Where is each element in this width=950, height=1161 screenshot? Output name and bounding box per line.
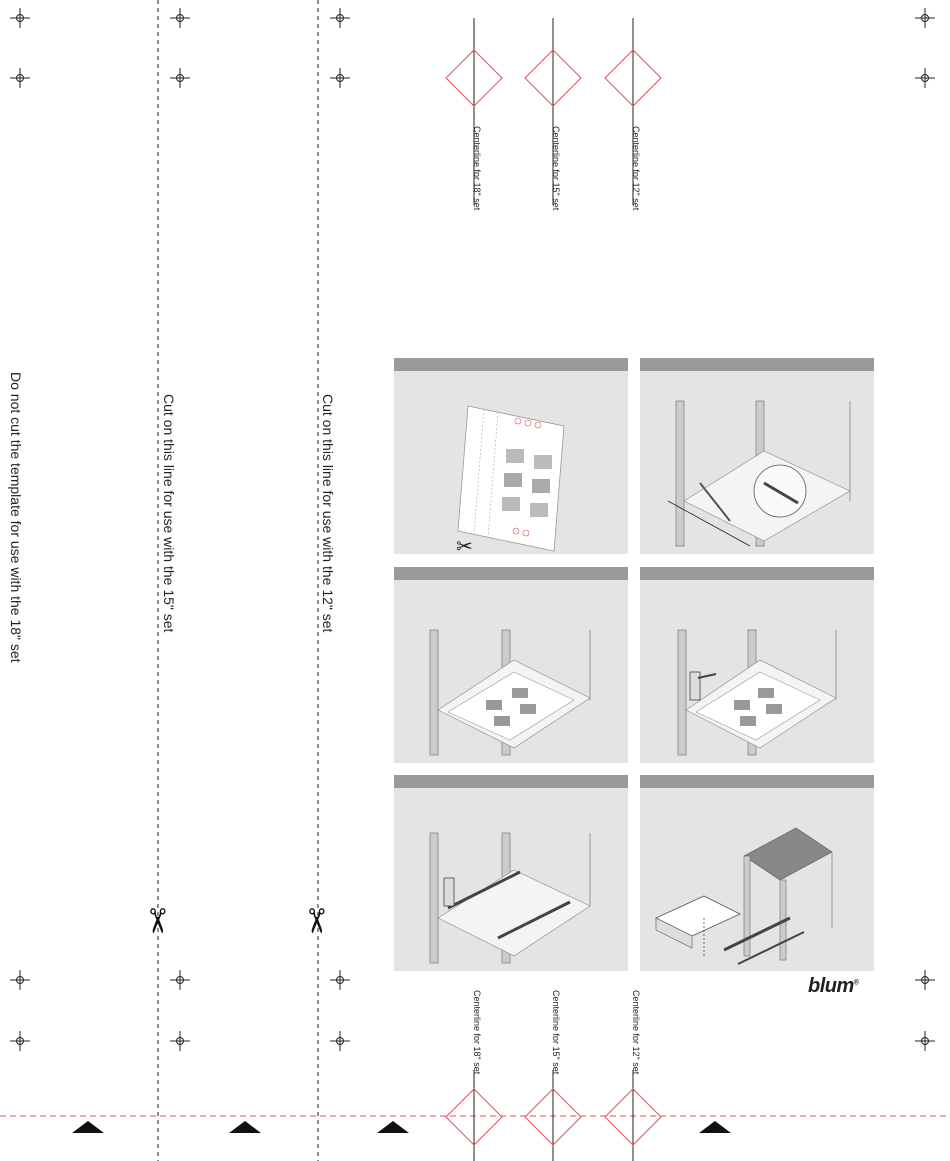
cabinet-measure-illustration <box>640 371 874 554</box>
cut-15-label: Cut on this line for use with the 15" set <box>161 394 177 633</box>
scissors-icon: ✂ <box>136 906 177 936</box>
arrow-up-icon <box>229 1121 261 1133</box>
centerline-label-18-bottom: Centerline for 18" set <box>472 990 482 1075</box>
centerline-label-12-top: Centerline for 12" set <box>631 126 641 211</box>
illustration-step-2 <box>640 358 874 554</box>
panel-header-bar <box>394 567 628 580</box>
centerline-label-15-top: Centerline for 15" set <box>551 126 561 211</box>
illustration-step-1 <box>394 358 628 554</box>
blum-logo: blum® <box>808 975 859 997</box>
drawer-assembly-illustration <box>640 788 874 971</box>
illustration-step-6 <box>640 775 874 971</box>
centerline-label-12-bottom: Centerline for 12" set <box>631 990 641 1075</box>
panel-header-bar <box>640 358 874 371</box>
scissors-icon: ✂ <box>295 906 336 936</box>
svg-text:✂: ✂ <box>456 534 473 554</box>
no-cut-18-label: Do not cut the template for use with the 18" set <box>8 372 24 663</box>
cut-12-label: Cut on this line for use with the 12" set <box>320 394 336 633</box>
illustration-step-5 <box>394 775 628 971</box>
panel-header-bar <box>640 567 874 580</box>
drilling-illustration <box>640 580 874 763</box>
template-sheet-illustration <box>394 371 628 554</box>
template-in-cabinet-illustration <box>394 580 628 763</box>
arrow-up-icon <box>72 1121 104 1133</box>
arrow-up-icon <box>377 1121 409 1133</box>
centerline-marks-bottom <box>446 1070 661 1161</box>
runners-installed-illustration <box>394 788 628 971</box>
panel-header-bar <box>394 358 628 371</box>
panel-header-bar <box>640 775 874 788</box>
centerline-label-15-bottom: Centerline for 15" set <box>551 990 561 1075</box>
illustration-step-4 <box>640 567 874 763</box>
arrow-up-icon <box>699 1121 731 1133</box>
panel-header-bar <box>394 775 628 788</box>
illustration-step-3 <box>394 567 628 763</box>
centerline-label-18-top: Centerline for 18" set <box>472 126 482 211</box>
